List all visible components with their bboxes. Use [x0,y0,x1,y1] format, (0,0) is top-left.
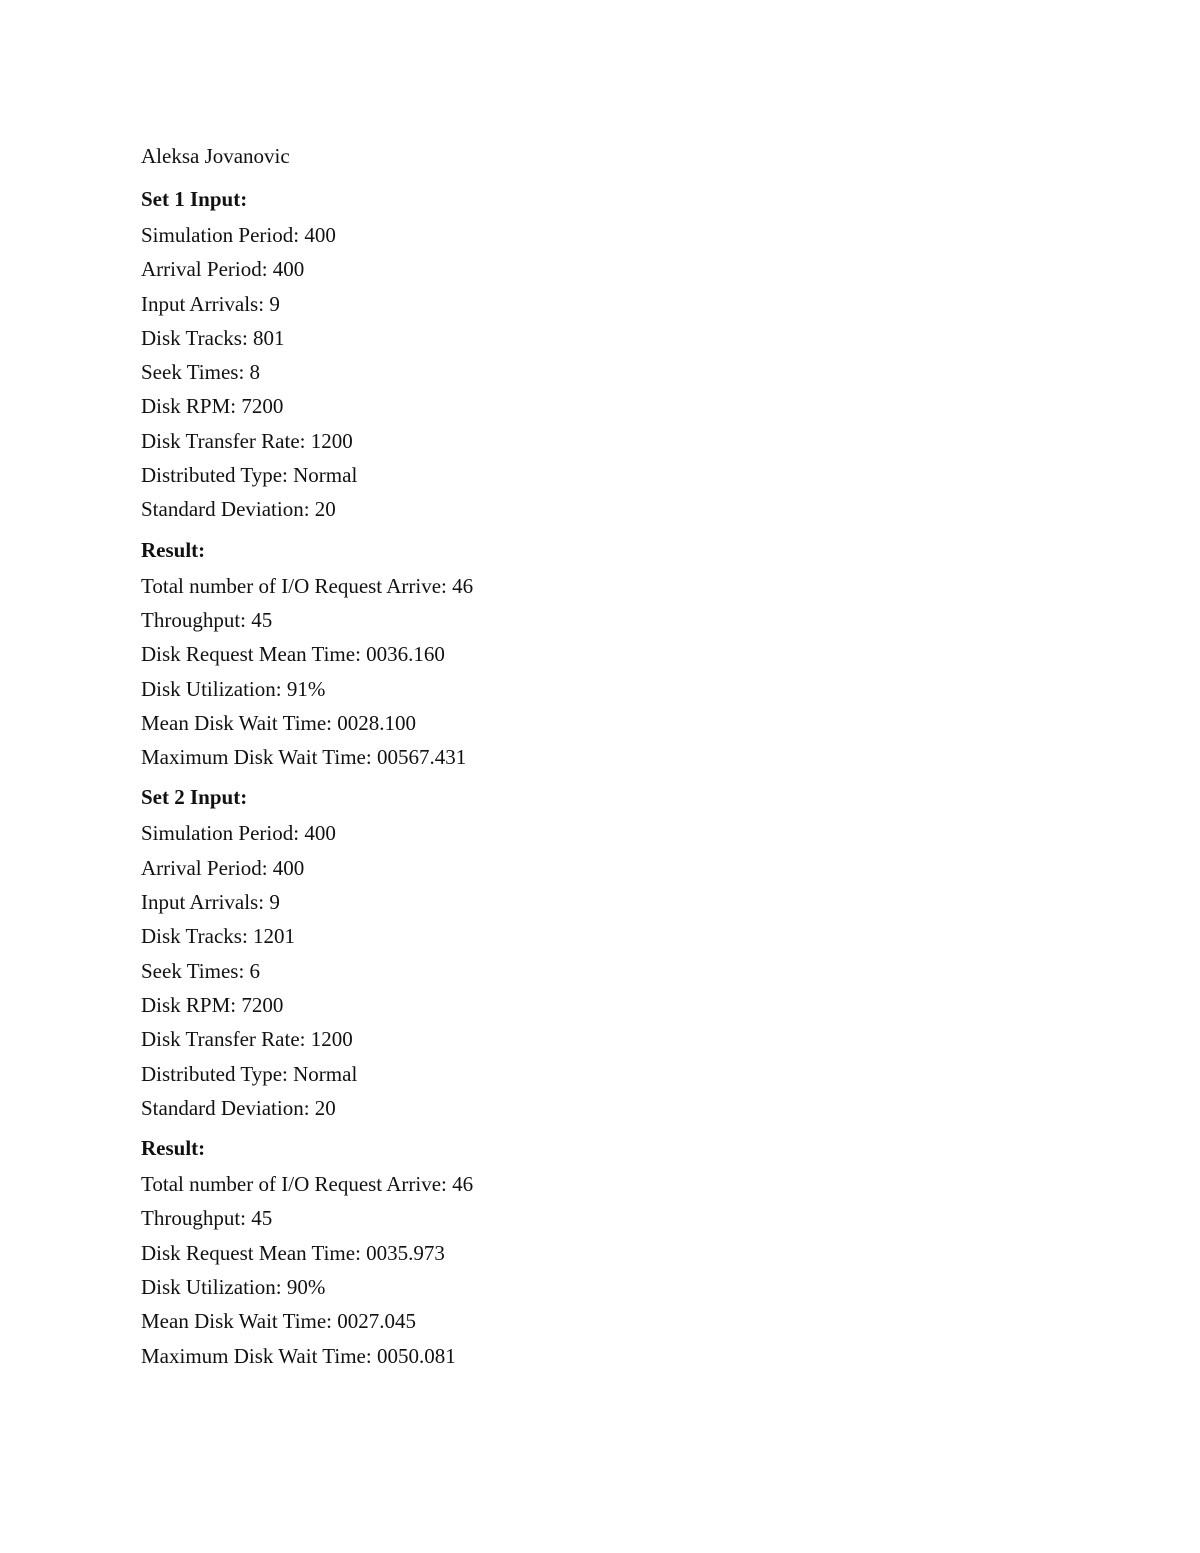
section-heading: Set 2 Input: [141,785,248,810]
disk-tracks-line: Disk Tracks: 1201 [141,924,296,949]
author-name: Aleksa Jovanovic [141,144,290,168]
disk-utilization-line: Disk Utilization: 91% [141,676,326,701]
set-2-input-section [141,781,1061,1125]
total-io-requests-line: Total number of I/O Request Arrive: 46 [141,1172,474,1197]
set-1-input-section [141,183,1061,527]
section-heading: Set 1 Input: [141,187,248,211]
throughput-line: Throughput: 45 [141,1206,273,1231]
simulation-period-line: Simulation Period: 400 [141,223,336,247]
disk-rpm-line: Disk RPM: 7200 [141,394,284,419]
maximum-disk-wait-time-line: Maximum Disk Wait Time: 00567.431 [141,745,467,770]
mean-disk-wait-time-line: Mean Disk Wait Time: 0028.100 [141,710,417,735]
disk-request-mean-time-line: Disk Request Mean Time: 0036.160 [141,642,445,667]
disk-utilization-line: Disk Utilization: 90% [141,1275,326,1300]
simulation-period-line: Simulation Period: 400 [141,821,336,846]
input-arrivals-line: Input Arrivals: 9 [141,291,280,316]
input-arrivals-line: Input Arrivals: 9 [141,890,280,915]
disk-transfer-rate-line: Disk Transfer Rate: 1200 [141,428,353,453]
section-heading: Result: [141,537,206,562]
distributed-type-line: Distributed Type: Normal [141,1061,358,1086]
set-1-result-section [141,534,1061,775]
distributed-type-line: Distributed Type: Normal [141,463,358,488]
total-io-requests-line: Total number of I/O Request Arrive: 46 [141,573,474,598]
seek-times-line: Seek Times: 6 [141,958,261,983]
standard-deviation-line: Standard Deviation: 20 [141,1095,336,1120]
disk-transfer-rate-line: Disk Transfer Rate: 1200 [141,1027,353,1052]
arrival-period-line: Arrival Period: 400 [141,257,305,282]
document-body [141,141,1061,1373]
disk-rpm-line: Disk RPM: 7200 [141,992,284,1017]
standard-deviation-line: Standard Deviation: 20 [141,497,336,522]
set-2-result-section [141,1132,1061,1373]
mean-disk-wait-time-line: Mean Disk Wait Time: 0027.045 [141,1309,417,1334]
throughput-line: Throughput: 45 [141,607,273,632]
maximum-disk-wait-time-line: Maximum Disk Wait Time: 0050.081 [141,1343,456,1368]
arrival-period-line: Arrival Period: 400 [141,855,305,880]
section-heading: Result: [141,1136,206,1161]
disk-request-mean-time-line: Disk Request Mean Time: 0035.973 [141,1240,445,1265]
seek-times-line: Seek Times: 8 [141,360,261,385]
disk-tracks-line: Disk Tracks: 801 [141,325,285,350]
